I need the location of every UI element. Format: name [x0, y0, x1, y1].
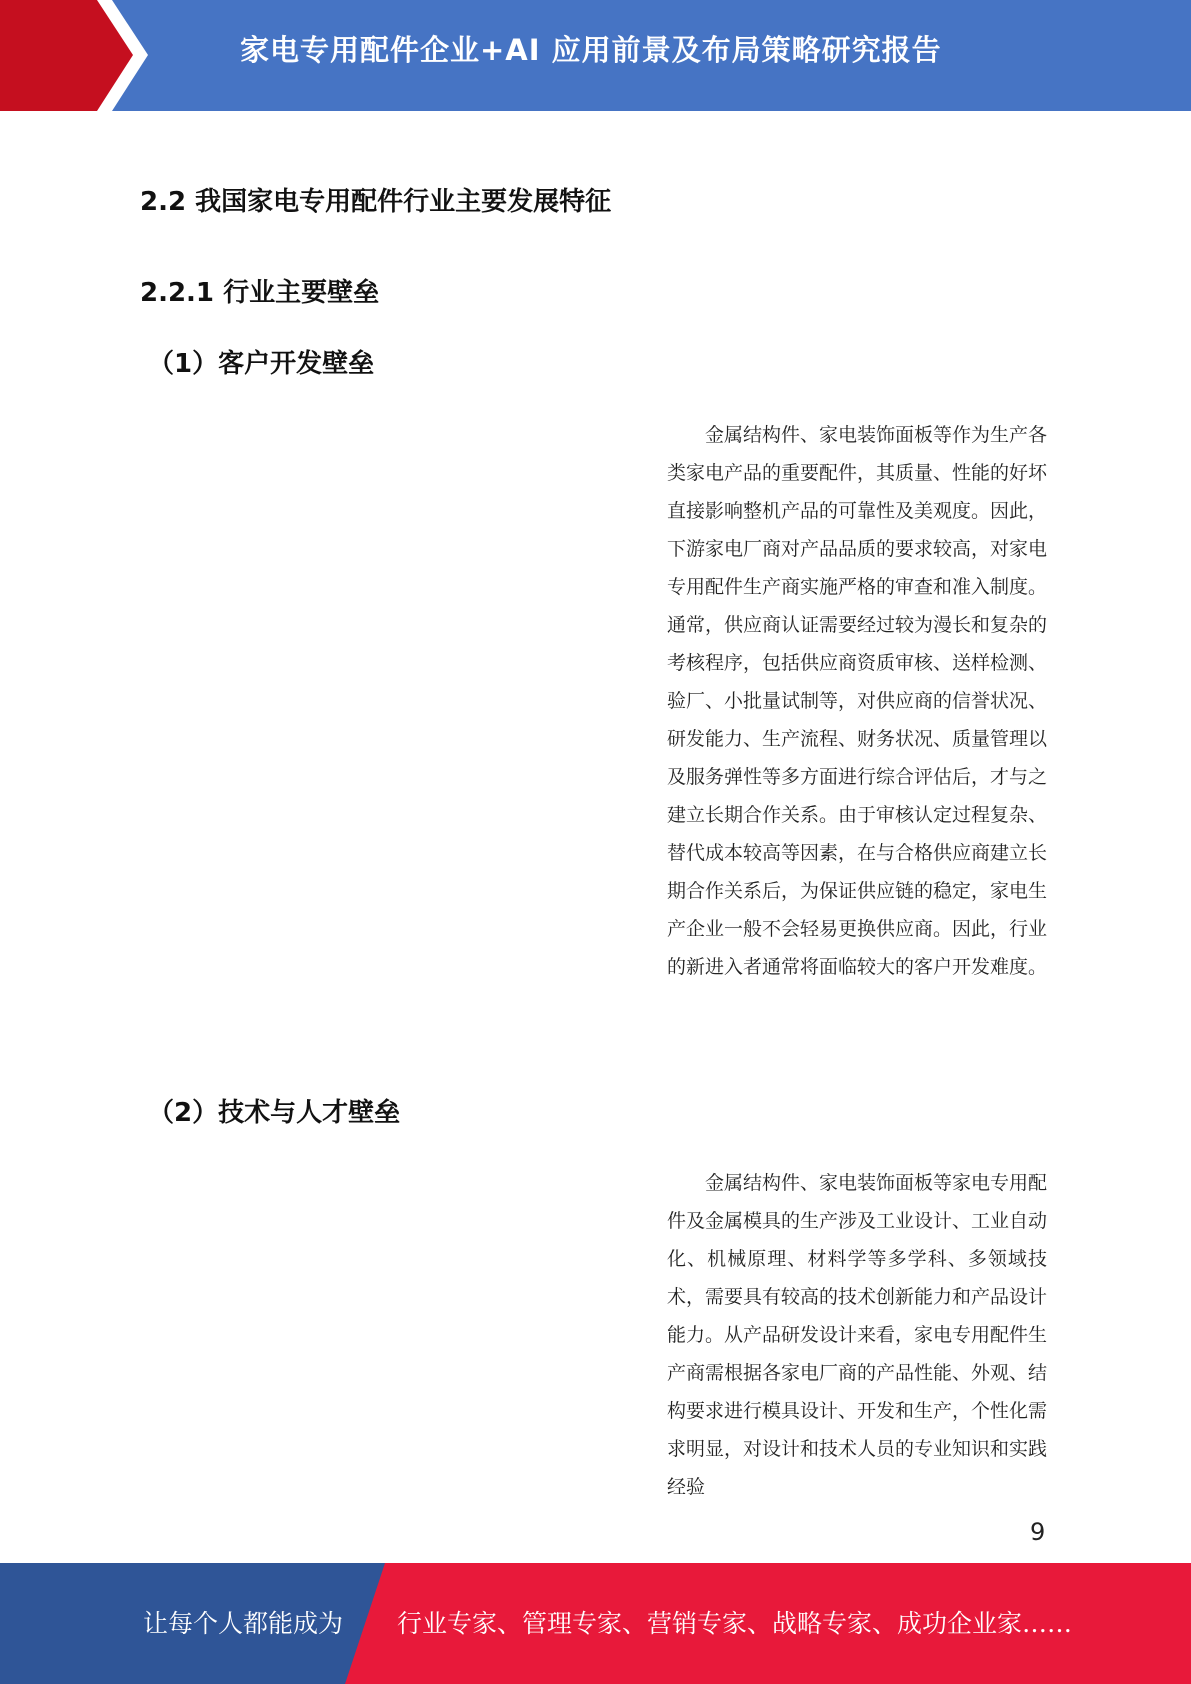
paragraph-tech-talent-barrier: 金属结构件、家电装饰面板等家电专用配件及金属模具的生产涉及工业设计、工业自动化、机械原理、材料学等多学科、多领域技术，需要具有较高的技术创新能力和产品设计能力。从产品研发设计来看，家电专用配件生产商需根据各家电厂商的产品性能、外观、结构要求进行模具设计、开发和生产，个性化需求明显，对设计和技术人员的专业知识和实践经验	[667, 1172, 1047, 1498]
page-number: 9	[1030, 1518, 1046, 1546]
section-heading: 2.2 我国家电专用配件行业主要发展特征	[140, 187, 612, 217]
subsection-heading: 2.2.1 行业主要壁垒	[140, 278, 380, 308]
item-heading-customer-barrier: （1）客户开发壁垒	[148, 349, 375, 379]
footer-banner	[0, 1563, 1191, 1684]
document-title: 家电专用配件企业+AI 应用前景及布局策略研究报告	[240, 33, 942, 67]
footer-slogan-left: 让每个人都能成为	[143, 1609, 344, 1638]
item-heading-tech-talent-barrier: （2）技术与人才壁垒	[148, 1098, 401, 1128]
header-chevron-decoration	[0, 0, 160, 111]
paragraph-customer-barrier: 金属结构件、家电装饰面板等作为生产各类家电产品的重要配件，其质量、性能的好坏直接影响整机产品的可靠性及美观度。因此，下游家电厂商对产品品质的要求较高，对家电专用配件生产商实施严格的审查和准入制度。通常，供应商认证需要经过较为漫长和复杂的考核程序，包括供应商资质审核、送样检测、验厂、小批量试制等，对供应商的信誉状况、研发能力、生产流程、财务状况、质量管理以及服务弹性等多方面进行综合评估后，才与之建立长期合作关系。由于审核认定过程复杂、替代成本较高等因素，在与合格供应商建立长期合作关系后，为保证供应链的稳定，家电生产企业一般不会轻易更换供应商。因此，行业的新进入者通常将面临较大的客户开发难度。	[667, 424, 1048, 978]
footer-slogan-right: 行业专家、管理专家、营销专家、战略专家、成功企业家……	[397, 1609, 1073, 1638]
header-banner	[0, 0, 1191, 111]
